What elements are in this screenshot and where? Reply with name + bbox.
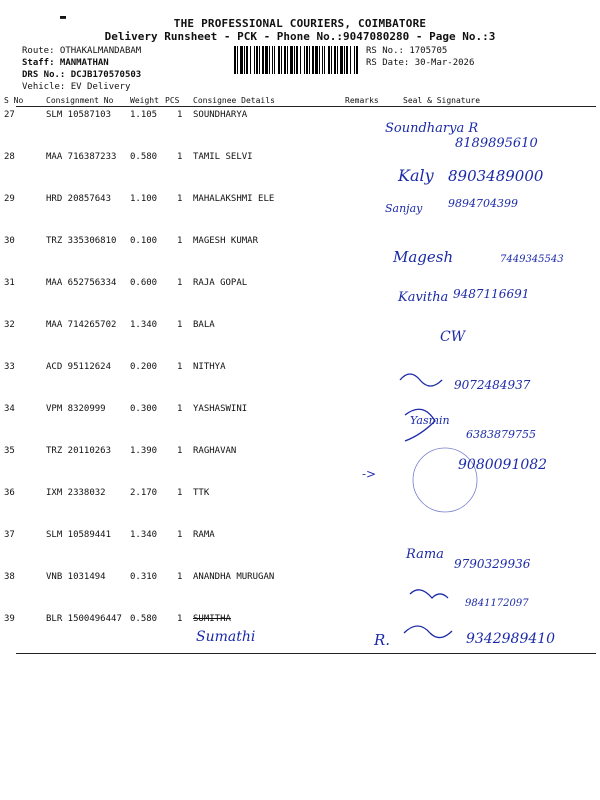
cell-consignment: ACD 95112624	[46, 362, 112, 372]
cell-consignment: MAA 652756334	[46, 278, 117, 288]
hw-phone: 9080091082	[458, 457, 548, 473]
hw-name: Magesh	[393, 248, 454, 266]
col-consignee: Consignee Details	[193, 96, 275, 105]
col-consignment: Consignment No	[46, 96, 114, 105]
cell-sno: 36	[4, 488, 15, 498]
cell-sno: 35	[4, 446, 15, 456]
hw-phone: 9072484937	[454, 378, 531, 392]
cell-sno: 38	[4, 572, 15, 582]
cell-weight: 0.100	[130, 236, 158, 246]
cell-consignee: SOUNDHARYA	[193, 110, 248, 120]
cell-consignment: VNB 1031494	[46, 572, 106, 582]
cell-consignment: SLM 10587103	[46, 110, 112, 120]
cell-weight: 0.300	[130, 404, 158, 414]
cell-consignee: YASHASWINI	[193, 404, 248, 414]
cell-pcs: 1	[177, 572, 183, 582]
cell-pcs: 1	[177, 488, 183, 498]
cell-consignee: TAMIL SELVI	[193, 152, 253, 162]
route-info	[22, 45, 141, 93]
cell-consignment: MAA 716387233	[46, 152, 117, 162]
hw-phone: 9487116691	[453, 287, 530, 301]
cell-sno: 27	[4, 110, 15, 120]
table-row	[0, 318, 600, 360]
cell-weight: 1.340	[130, 320, 158, 330]
hw-phone: 9790329936	[454, 557, 531, 571]
cell-consignee: ANANDHA MURUGAN	[193, 572, 275, 582]
cell-consignee: RAGHAVAN	[193, 446, 237, 456]
table-row	[0, 486, 600, 528]
cell-consignment: HRD 20857643	[46, 194, 112, 204]
hw-phone: 9894704399	[448, 197, 518, 210]
table-row	[0, 402, 600, 444]
cell-weight: 0.580	[130, 614, 158, 624]
cell-consignment: IXM 2338032	[46, 488, 106, 498]
cell-weight: 0.600	[130, 278, 158, 288]
cell-sno: 34	[4, 404, 15, 414]
hw-name: Kavitha	[398, 290, 449, 305]
cell-sno: 29	[4, 194, 15, 204]
hw-phone: 8189895610	[455, 136, 538, 151]
rs-number: RS No.: 1705705	[366, 46, 448, 56]
cell-weight: 0.310	[130, 572, 158, 582]
table-row	[0, 276, 600, 318]
cell-weight: 1.100	[130, 194, 158, 204]
header-rule	[16, 106, 596, 107]
table-row	[0, 528, 600, 570]
col-remarks: Remarks	[345, 96, 379, 105]
cell-sno: 28	[4, 152, 15, 162]
staff-text: Staff: MANMATHAN	[22, 58, 109, 68]
col-signature: Seal & Signature	[403, 96, 481, 105]
rs-date: RS Date: 30-Mar-2026	[366, 58, 475, 68]
drs-text: DRS No.: DCJB170570503	[22, 70, 142, 80]
cell-pcs: 1	[177, 110, 183, 120]
cell-weight: 1.105	[130, 110, 158, 120]
cell-consignment: MAA 714265702	[46, 320, 117, 330]
hw-phone: 8903489000	[448, 167, 544, 185]
cell-consignee: MAGESH KUMAR	[193, 236, 259, 246]
cell-consignee: BALA	[193, 320, 215, 330]
cell-sno: 32	[4, 320, 15, 330]
table-row	[0, 612, 600, 654]
runsheet-subtitle: Delivery Runsheet - PCK - Phone No.:9047080280 - Page No.:3	[104, 30, 496, 43]
cell-consignment: TRZ 20110263	[46, 446, 112, 456]
cell-sno: 33	[4, 362, 15, 372]
hw-name: Sanjay	[385, 202, 423, 215]
cell-pcs: 1	[177, 614, 183, 624]
route-text: Route: OTHAKALMANDABAM	[22, 46, 142, 56]
cell-weight: 0.200	[130, 362, 158, 372]
cell-pcs: 1	[177, 362, 183, 372]
table-row	[0, 108, 600, 150]
hw-phone: 6383879755	[466, 428, 536, 441]
hw-name: Rama	[406, 547, 444, 562]
cell-consignee: MAHALAKSHMI ELE	[193, 194, 275, 204]
hw-name: Yasmin	[410, 414, 450, 427]
cell-sno: 39	[4, 614, 15, 624]
cell-pcs: 1	[177, 530, 183, 540]
cell-weight: 0.580	[130, 152, 158, 162]
hw-name: Kaly	[398, 166, 434, 185]
hw-phone: 9841172097	[465, 598, 529, 609]
hw-phone: 9342989410	[466, 631, 556, 647]
cell-sno: 30	[4, 236, 15, 246]
table-bottom-rule	[16, 653, 596, 654]
table-row	[0, 360, 600, 402]
cell-consignment: SLM 10589441	[46, 530, 112, 540]
cell-weight: 1.390	[130, 446, 158, 456]
table-row	[0, 444, 600, 486]
col-sno: S No	[4, 96, 24, 105]
cell-consignment: VPM 8320999	[46, 404, 106, 414]
cell-pcs: 1	[177, 152, 183, 162]
cell-pcs: 1	[177, 278, 183, 288]
cell-weight: 2.170	[130, 488, 158, 498]
hw-mark: CW	[440, 329, 466, 345]
hw-arrow: ->	[362, 467, 377, 481]
cell-consignee: RAMA	[193, 530, 215, 540]
cell-pcs: 1	[177, 194, 183, 204]
hw-phone: 7449345543	[500, 254, 564, 265]
cell-consignment: TRZ 335306810	[46, 236, 117, 246]
hw-sig: R.	[374, 631, 391, 649]
table-row	[0, 570, 600, 612]
vehicle-text: Vehicle: EV Delivery	[22, 82, 131, 92]
table-row	[0, 150, 600, 192]
cell-sno: 37	[4, 530, 15, 540]
cell-pcs: 1	[177, 404, 183, 414]
cell-pcs: 1	[177, 446, 183, 456]
rs-info	[366, 45, 474, 69]
col-weight: Weight	[130, 96, 159, 105]
table-row	[0, 234, 600, 276]
company-title: THE PROFESSIONAL COURIERS, COIMBATORE	[173, 17, 427, 30]
cell-sno: 31	[4, 278, 15, 288]
corner-mark: ▬	[60, 12, 67, 23]
cell-pcs: 1	[177, 320, 183, 330]
cell-consignee: SUMITHA	[193, 614, 231, 624]
cell-consignee: TTK	[193, 488, 210, 498]
table-row	[0, 192, 600, 234]
hw-name: Soundharya R	[385, 121, 479, 136]
cell-consignee: RAJA GOPAL	[193, 278, 248, 288]
barcode-image	[234, 46, 360, 74]
cell-pcs: 1	[177, 236, 183, 246]
cell-consignment: BLR 1500496447	[46, 614, 122, 624]
col-pcs: PCS	[165, 96, 180, 105]
cell-weight: 1.340	[130, 530, 158, 540]
cell-consignee: NITHYA	[193, 362, 226, 372]
hw-name: Sumathi	[196, 629, 256, 645]
